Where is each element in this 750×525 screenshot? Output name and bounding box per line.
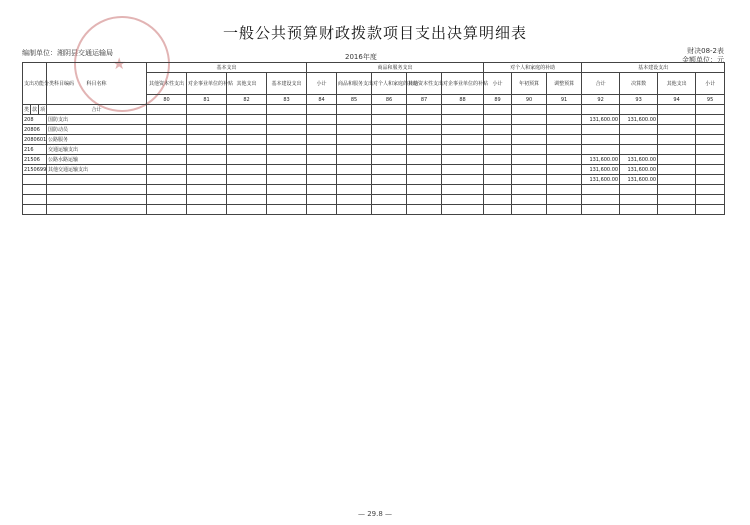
table-row xyxy=(23,195,725,205)
row-code: 216 xyxy=(23,145,47,155)
header-col-g2: 其他支出 xyxy=(658,73,696,95)
header-col-a: 基本支出 xyxy=(147,63,307,73)
colnum: 87 xyxy=(407,95,442,105)
page-title: 一般公共预算财政拨款项目支出决算明细表 xyxy=(222,24,527,42)
row-code: 2080601 xyxy=(24,136,47,143)
row-value-actual: 131,600.00 xyxy=(620,155,658,165)
table-row xyxy=(23,185,725,195)
header-item: 项 xyxy=(40,106,46,113)
header-col-d2: 基本建设支出 xyxy=(267,73,307,95)
header-total: 合计 xyxy=(582,73,620,95)
colnum: 80 xyxy=(147,95,187,105)
header-col-g: 其他支出 xyxy=(227,73,267,95)
colnum: 82 xyxy=(227,95,267,105)
colnum: 83 xyxy=(267,95,307,105)
header-col-e2: 其他资本性支出 xyxy=(407,73,442,95)
row-value-actual xyxy=(620,125,658,135)
colnum: 95 xyxy=(696,95,725,105)
colnum: 88 xyxy=(442,95,484,105)
page-number: — 29.8 — xyxy=(357,510,393,518)
colnum: 84 xyxy=(307,95,337,105)
header-adjust: 调整预算 xyxy=(547,73,582,95)
table-row xyxy=(23,115,725,125)
header-col-c2: 对个人和家庭的补助 xyxy=(372,73,407,95)
colnum: 92 xyxy=(582,95,620,105)
row-value-total xyxy=(582,145,620,155)
table-row xyxy=(23,125,725,135)
row-value-total: 131,600.00 xyxy=(582,155,620,165)
colnum: 93 xyxy=(620,95,658,105)
colnum: 91 xyxy=(547,95,582,105)
table-row xyxy=(23,165,725,175)
header-col-e: 其他资本性支出 xyxy=(147,73,187,95)
table-row xyxy=(23,135,725,145)
colnum: 90 xyxy=(512,95,547,105)
row-name: 其他交通运输支出 xyxy=(47,165,147,175)
header-col-f: 对企事业单位的补贴 xyxy=(187,73,227,95)
table-row xyxy=(23,155,725,165)
row-value-total: 131,600.00 xyxy=(582,165,620,175)
row-value-total: 131,600.00 xyxy=(582,175,620,185)
header-sec: 款 xyxy=(32,106,38,113)
header-subtotal-1: 小计 xyxy=(307,73,337,95)
unit-label: 金额单位：元 xyxy=(682,56,724,64)
row-code: 208 xyxy=(23,115,47,125)
header-subject-code: 支出功能分类科目编码 xyxy=(23,63,47,105)
header-subject-name: 科目名称 xyxy=(47,63,147,105)
header-col-d: 基本建设支出 xyxy=(582,63,725,73)
table-row xyxy=(23,175,725,185)
row-name: 国防支出 xyxy=(47,115,147,125)
row-name: 交通运输支出 xyxy=(47,145,147,155)
row-value-total xyxy=(582,125,620,135)
table-row xyxy=(23,205,725,215)
colnum: 81 xyxy=(187,95,227,105)
row-value-actual xyxy=(620,145,658,155)
total-label: 合计 xyxy=(47,105,147,115)
row-value-total xyxy=(582,135,620,145)
org-label: 编制单位：湘阴县交通运输局 xyxy=(22,49,113,57)
header-row-1 xyxy=(23,63,725,73)
expenditure-table xyxy=(22,62,725,215)
colnum: 85 xyxy=(337,95,372,105)
row-value-actual xyxy=(620,135,658,145)
year-label: 2016年度 xyxy=(345,53,377,61)
row-value-actual: 131,600.00 xyxy=(620,115,658,125)
colnum: 94 xyxy=(658,95,696,105)
header-col-c: 对个人和家庭的补助 xyxy=(484,63,582,73)
seal-star-icon: ★ xyxy=(112,54,127,73)
colnum: 89 xyxy=(484,95,512,105)
row-name: 公路水路运输 xyxy=(47,155,147,165)
row-name: 国防动员 xyxy=(47,125,147,135)
header-plan: 年初预算 xyxy=(512,73,547,95)
header-subtotal-3: 小计 xyxy=(696,73,725,95)
header-kind: 类 xyxy=(24,106,30,113)
header-actual: 决算数 xyxy=(620,73,658,95)
row-value-actual: 131,600.00 xyxy=(620,175,658,185)
header-col-b: 商品和服务支出 xyxy=(307,63,484,73)
table-row xyxy=(23,145,725,155)
subheader-row xyxy=(23,105,725,115)
row-value-actual: 131,600.00 xyxy=(620,165,658,175)
row-code: 2150699 xyxy=(24,166,47,173)
form-code: 财决08-2表 xyxy=(687,47,724,55)
row-name xyxy=(47,175,147,185)
row-name: 公路服务 xyxy=(47,135,147,145)
header-subtotal-2: 小计 xyxy=(484,73,512,95)
row-code: 20806 xyxy=(23,125,47,135)
row-code xyxy=(23,175,47,185)
row-code: 21506 xyxy=(23,155,47,165)
colnum: 86 xyxy=(372,95,407,105)
header-col-b2: 商品和服务支出 xyxy=(337,73,372,95)
header-col-f2: 对企事业单位的补贴 xyxy=(442,73,484,95)
row-value-total: 131,600.00 xyxy=(582,115,620,125)
